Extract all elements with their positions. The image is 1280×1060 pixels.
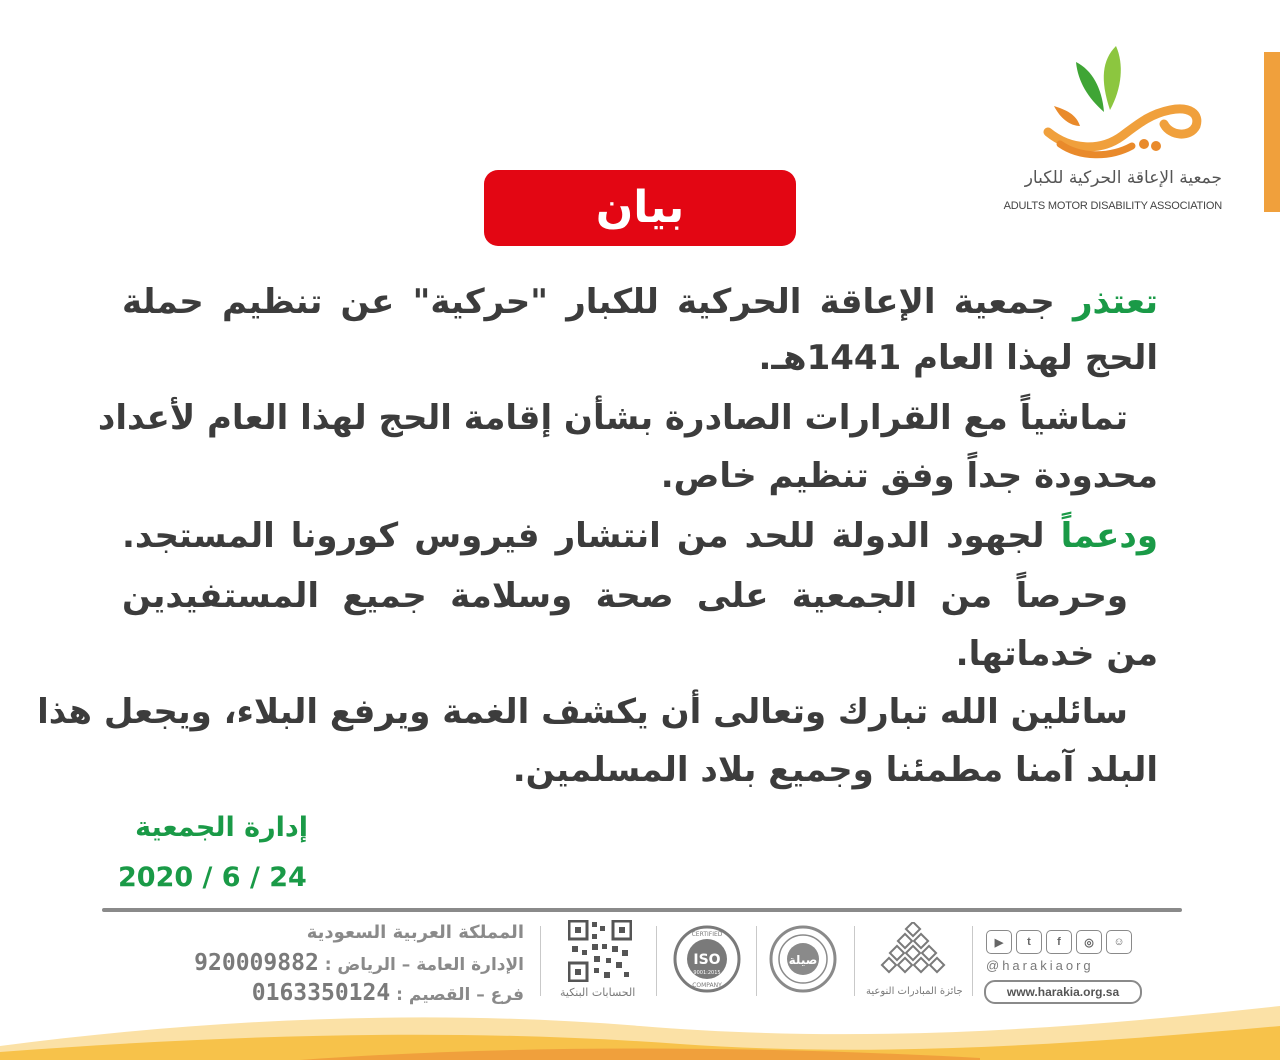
branch-label: فرع – القصيم :	[396, 985, 524, 1005]
hq-label: الإدارة العامة – الرياض :	[324, 955, 524, 975]
iso-bottom-label: COMPANY	[692, 982, 722, 989]
highlight-word-support: ودعماً	[1060, 516, 1158, 556]
logo-name-arabic: جمعية الإعاقة الحركية للكبار	[1024, 168, 1222, 188]
iso-certified-badge	[672, 924, 742, 998]
logo-mark	[1040, 40, 1210, 165]
footer-hq	[194, 950, 524, 976]
award-badge	[878, 922, 948, 986]
paragraph-2-line-2: محدودة جداً وفق تنظيم خاص.	[660, 456, 1158, 496]
footer-separator	[972, 926, 973, 996]
paragraph-1-text: جمعية الإعاقة الحركية للكبار "حركية" عن تنظيم حملة	[122, 282, 1055, 322]
website-link[interactable]: www.harakia.org.sa	[984, 980, 1142, 1004]
iso-icon	[672, 924, 742, 994]
snapchat-icon[interactable]: ☺	[1106, 930, 1132, 954]
twitter-icon[interactable]: t	[1016, 930, 1042, 954]
highlight-word-apologizes: تعتذر	[1072, 282, 1158, 322]
paragraph-5-line-2: البلد آمنا مطمئنا وجميع بلاد المسلمين.	[512, 750, 1158, 790]
iso-mark: ISO	[693, 952, 721, 968]
social-icons	[986, 930, 1138, 954]
footer-separator	[540, 926, 541, 996]
instagram-icon[interactable]: ◎	[1076, 930, 1102, 954]
decorative-waves	[0, 1000, 1280, 1060]
seal-text: صيلة	[788, 953, 818, 967]
facebook-icon[interactable]: f	[1046, 930, 1072, 954]
quality-seal-badge	[766, 924, 840, 998]
branch-phone: 0163350124	[251, 980, 391, 1006]
qr-code-icon	[568, 920, 632, 982]
paragraph-2-line-1: تماشياً مع القرارات الصادرة بشأن إقامة الحج لهذا العام لأعداد	[97, 398, 1128, 438]
paragraph-4-line-2: من خدماتها.	[955, 634, 1158, 674]
statement-title: بيان	[484, 170, 796, 246]
paragraph-3-line-1	[122, 516, 1158, 556]
bank-accounts-qr[interactable]	[568, 920, 632, 986]
paragraph-1-line-2: الحج لهذا العام 1441هـ.	[758, 338, 1158, 378]
logo-name-english: ADULTS MOTOR DISABILITY ASSOCIATION	[1003, 200, 1222, 212]
signoff: إدارة الجمعية	[135, 812, 308, 843]
iso-standard: 9001:2015	[693, 970, 721, 976]
footer-separator	[756, 926, 757, 996]
paragraph-4-line-1: وحرصاً من الجمعية على صحة وسلامة جميع المستفيدين	[122, 576, 1128, 616]
footer-divider	[102, 908, 1182, 912]
iso-top-label: CERTIFIED	[691, 931, 723, 938]
paragraph-1-line-1	[122, 282, 1158, 322]
statement-date: 2020 / 6 / 24	[118, 862, 307, 893]
award-icon	[878, 922, 948, 982]
hq-phone: 920009882	[194, 950, 319, 976]
paragraph-5-line-1: سائلين الله تبارك وتعالى أن يكشف الغمة ويرفع البلاء، ويجعل هذا	[37, 692, 1128, 732]
side-accent-bar	[1264, 52, 1280, 212]
youtube-icon[interactable]: ▶	[986, 930, 1012, 954]
seal-icon	[766, 924, 840, 994]
footer-separator	[656, 926, 657, 996]
association-logo	[1000, 40, 1230, 220]
paragraph-3-text: لجهود الدولة للحد من انتشار فيروس كورونا المستجد.	[122, 516, 1045, 556]
social-handle[interactable]: @harakiaorg	[986, 958, 1094, 973]
footer-separator	[854, 926, 855, 996]
qr-caption: الحسابات البنكية	[560, 986, 636, 999]
award-caption: جائزة المبادرات النوعية	[866, 986, 963, 997]
footer-country: المملكة العربية السعودية	[306, 922, 524, 943]
